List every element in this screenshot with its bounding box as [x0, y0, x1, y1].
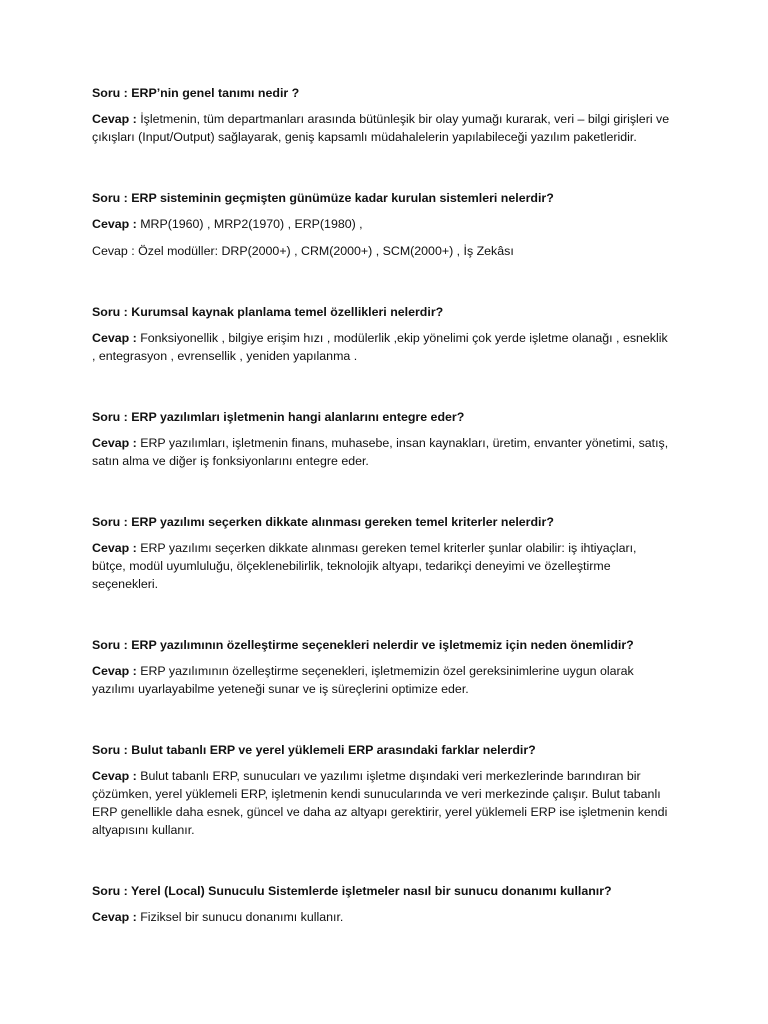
answer: [92, 215, 672, 233]
answer-text: İşletmenin, tüm departmanları arasında bütünleşik bir olay yumağı kurarak, veri – bilgi girişleri ve çıkışları (Input/Output) sağlayarak, geniş kapsamlı müdahalelerin yapılabileceği yazılım paketleridir.: [92, 112, 670, 144]
answer-text: ERP yazılımları, işletmenin finans, muhasebe, insan kaynakları, üretim, envanter yönetimi, satış, satın alma ve diğer iş fonksiyonlarını entegre eder.: [92, 436, 669, 468]
qa-item: [92, 303, 672, 365]
question-label: Soru :: [92, 743, 132, 757]
qa-item: [92, 84, 672, 146]
qa-item: [92, 882, 672, 926]
qa-document: [92, 84, 672, 969]
question-label: Soru :: [92, 884, 132, 898]
question-text: Kurumsal kaynak planlama temel özellikleri nelerdir?: [131, 305, 444, 319]
answer-label: Cevap :: [92, 112, 141, 126]
question: [92, 84, 672, 102]
answer-extra-text: Cevap : Özel modüller: DRP(2000+) , CRM(2000+) , SCM(2000+) , İş Zekâsı: [92, 244, 514, 258]
answer-text: Bulut tabanlı ERP, sunucuları ve yazılımı işletme dışındaki veri merkezlerinde barındıran bir çözümken, yerel yüklemeli ERP, işletmenin kendi sunucularında ve veri merkezinde çalışır. Bulut tabanlı ERP genellikle daha esnek, güncel ve daha az altyapı gerektirir, yerel yüklemeli ERP ise işletmenin kendi altyapısını kullanır.: [92, 769, 668, 837]
qa-item: [92, 408, 672, 470]
question-text: ERP yazılımının özelleştirme seçenekleri nelerdir ve işletmemiz için neden önemlidir?: [131, 638, 634, 652]
answer: [92, 539, 672, 593]
question: [92, 882, 672, 900]
answer: [92, 434, 672, 470]
qa-item: [92, 513, 672, 593]
question-label: Soru :: [92, 638, 132, 652]
question: [92, 303, 672, 321]
answer-label: Cevap :: [92, 664, 141, 678]
question-label: Soru :: [92, 410, 132, 424]
answer: [92, 908, 672, 926]
qa-item: [92, 741, 672, 839]
answer-label: Cevap :: [92, 331, 141, 345]
answer: [92, 662, 672, 698]
question-label: Soru :: [92, 305, 132, 319]
answer-text: Fonksiyonellik , bilgiye erişim hızı , modülerlik ,ekip yönelimi çok yerde işletme olanağı , esneklik , entegrasyon , evrensellik , yeniden yapılanma .: [92, 331, 668, 363]
question-text: Yerel (Local) Sunuculu Sistemlerde işletmeler nasıl bir sunucu donanımı kullanır?: [131, 884, 612, 898]
question-label: Soru :: [92, 515, 132, 529]
question: [92, 513, 672, 531]
qa-item: [92, 189, 672, 260]
answer-label: Cevap :: [92, 541, 141, 555]
answer-label: Cevap :: [92, 910, 141, 924]
answer-text: ERP yazılımının özelleştirme seçenekleri, işletmemizin özel gereksinimlerine uygun olarak yazılımı uyarlayabilme yeteneği sunar ve iş süreçlerini optimize eder.: [92, 664, 634, 696]
answer-label: Cevap :: [92, 769, 141, 783]
question: [92, 408, 672, 426]
question-text: ERP’nin genel tanımı nedir ?: [131, 86, 300, 100]
question-text: Bulut tabanlı ERP ve yerel yüklemeli ERP arasındaki farklar nelerdir?: [131, 743, 536, 757]
answer-text: ERP yazılımı seçerken dikkate alınması gereken temel kriterler şunlar olabilir: iş ihtiyaçları, bütçe, modül uyumluluğu, ölçeklenebilirlik, teknolojik altyapı, tedarikçi deneyimi ve özelleştirme seçenekleri.: [92, 541, 637, 591]
answer-text: MRP(1960) , MRP2(1970) , ERP(1980) ,: [140, 217, 363, 231]
question: [92, 636, 672, 654]
qa-item: [92, 636, 672, 698]
answer: [92, 110, 672, 146]
question: [92, 189, 672, 207]
question: [92, 741, 672, 759]
question-text: ERP sisteminin geçmişten günümüze kadar kurulan sistemleri nelerdir?: [131, 191, 554, 205]
answer-label: Cevap :: [92, 217, 141, 231]
answer: [92, 329, 672, 365]
answer-text: Fiziksel bir sunucu donanımı kullanır.: [140, 910, 344, 924]
answer-label: Cevap :: [92, 436, 141, 450]
answer: [92, 767, 672, 839]
question-label: Soru :: [92, 191, 132, 205]
question-label: Soru :: [92, 86, 132, 100]
question-text: ERP yazılımları işletmenin hangi alanlarını entegre eder?: [131, 410, 465, 424]
question-text: ERP yazılımı seçerken dikkate alınması gereken temel kriterler nelerdir?: [131, 515, 554, 529]
